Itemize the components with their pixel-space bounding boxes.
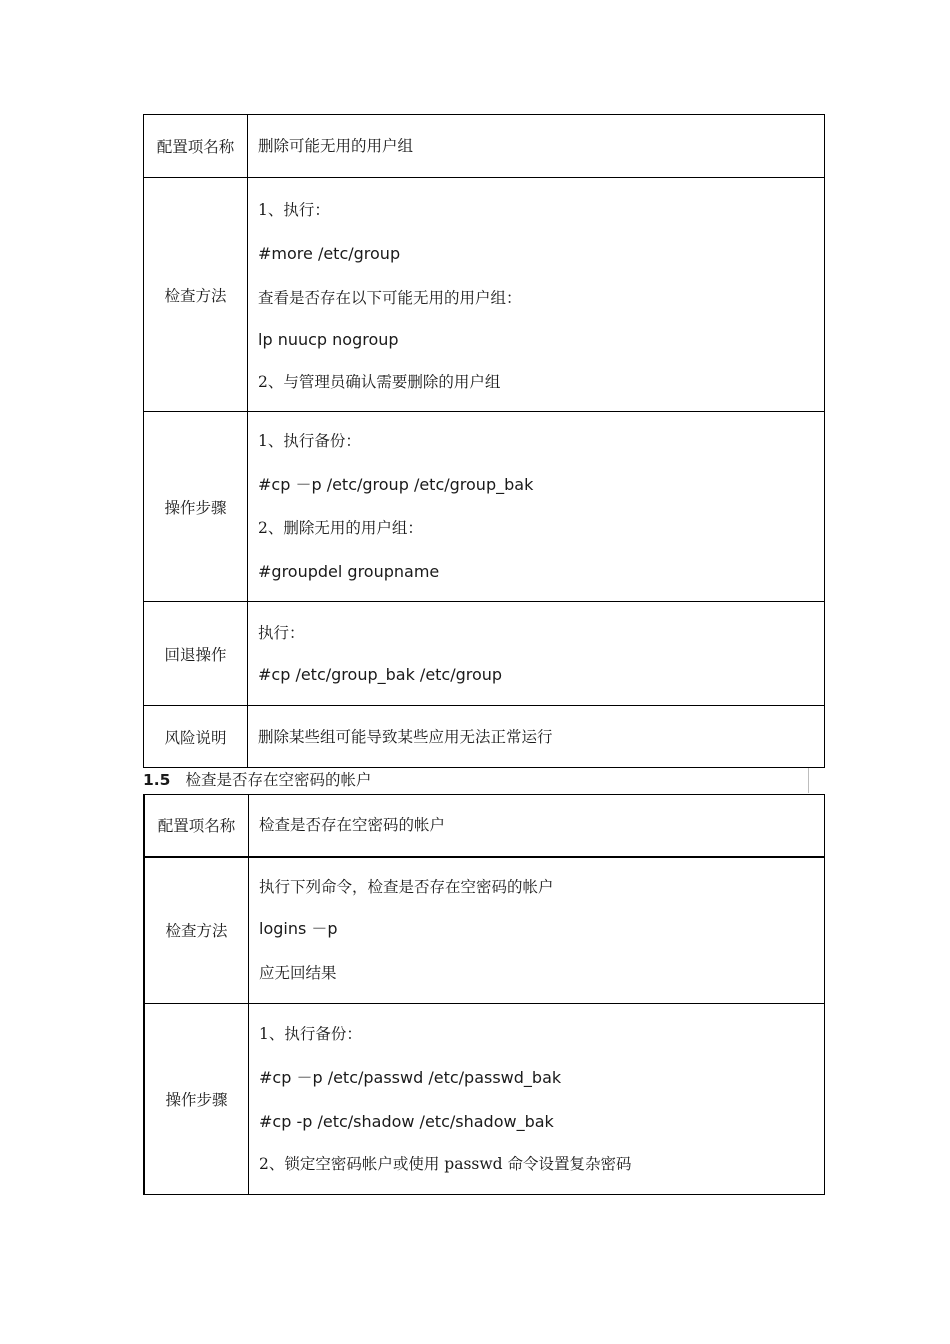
- row-operation-steps: [144, 412, 825, 602]
- content-line: 执行下列命令，检查是否存在空密码的帐户: [259, 878, 554, 897]
- content-line: 应无回结果: [259, 964, 337, 983]
- command-line: #cp －p /etc/group /etc/group_bak: [258, 475, 534, 494]
- row-content: [249, 857, 825, 1004]
- row-config-item: [144, 115, 825, 178]
- row-operation-steps: [144, 1004, 825, 1195]
- row-label: 操作步骤: [144, 412, 248, 602]
- row-label: 检查方法: [144, 857, 249, 1004]
- command-line: #groupdel groupname: [258, 562, 440, 581]
- section-number: 1.5: [143, 771, 171, 789]
- row-check-method: [144, 178, 825, 412]
- command-line: #cp -p /etc/shadow /etc/shadow_bak: [259, 1112, 554, 1131]
- row-content: [249, 795, 825, 857]
- content-line: 2、锁定空密码帐户或使用 passwd 命令设置复杂密码: [259, 1155, 632, 1173]
- row-label: 操作步骤: [144, 1004, 249, 1195]
- content-line: 删除可能无用的用户组: [258, 137, 414, 155]
- row-check-method: [144, 857, 825, 1004]
- row-label: 配置项名称: [144, 795, 249, 857]
- content-line: 2、与管理员确认需要删除的用户组: [258, 372, 501, 391]
- section-title: 检查是否存在空密码的帐户: [185, 771, 372, 789]
- row-content: [248, 602, 825, 706]
- content-line: 1、执行：: [258, 200, 330, 219]
- row-content: [248, 178, 825, 412]
- content-line: 1、执行备份：: [258, 432, 361, 450]
- content-line: 执行：: [258, 623, 305, 642]
- row-content: [248, 115, 825, 178]
- config-table-group: [143, 114, 825, 768]
- section-heading: [143, 768, 809, 793]
- row-label: 风险说明: [144, 706, 248, 768]
- row-label: 回退操作: [144, 602, 248, 706]
- row-content: [248, 706, 825, 768]
- row-risk: [144, 706, 825, 768]
- row-content: [249, 1004, 825, 1195]
- row-label: 配置项名称: [144, 115, 248, 178]
- command-line: logins －p: [259, 919, 338, 939]
- row-config-item: [144, 795, 825, 857]
- command-line: lp nuucp nogroup: [258, 329, 399, 349]
- command-line: #cp /etc/group_bak /etc/group: [258, 664, 503, 684]
- command-line: #more /etc/group: [258, 243, 401, 263]
- content-line: 1、执行备份：: [259, 1025, 362, 1043]
- command-line: #cp －p /etc/passwd /etc/passwd_bak: [259, 1068, 562, 1087]
- content-line: 检查是否存在空密码的帐户: [259, 816, 446, 835]
- row-content: [248, 412, 825, 602]
- row-rollback: [144, 602, 825, 706]
- content-line: 删除某些组可能导致某些应用无法正常运行: [258, 727, 553, 746]
- content-line: 2、删除无用的用户组：: [258, 519, 423, 537]
- row-label: 检查方法: [144, 178, 248, 412]
- config-table-empty-password: [143, 794, 825, 1195]
- content-line: 查看是否存在以下可能无用的用户组：: [258, 288, 522, 307]
